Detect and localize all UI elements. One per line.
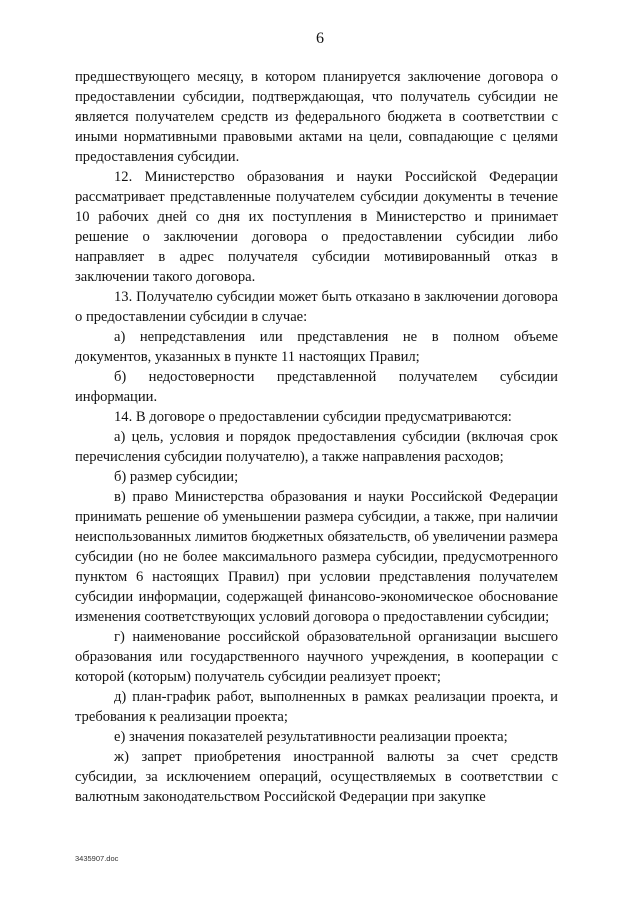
page-number: 6 [316,30,324,47]
paragraph-14-zh: ж) запрет приобретения иностранной валюты за счет средств субсидии, за исключением операций, осуществляемых в соответствии с валютным законодательством Российской Федерации при закупке [75,749,558,805]
paragraph-continuation: предшествующего месяцу, в котором планируется заключение договора о предоставлении субсидии, подтверждающая, что получатель субсидии не является получателем средств из федерального бюджета в соответствии с иными нормативными правовыми актами на цели, совпадающие с целями предоставления субсидии. [75,69,558,165]
paragraph-item-13: 13. Получателю субсидии может быть отказано в заключении договора о предоставлении субсидии в случае: [75,289,558,325]
paragraph-13-a: а) непредставления или представления не в полном объеме документов, указанных в пункте 11 настоящих Правил; [75,329,558,365]
paragraph-14-g: г) наименование российской образовательной организации высшего образования или государственного научного учреждения, в кооперации с которой (которым) получатель субсидии реализует проект; [75,629,558,685]
paragraph-14-b: б) размер субсидии; [114,469,239,485]
paragraph-item-12: 12. Министерство образования и науки Российской Федерации рассматривает представленные получателем субсидии документы в течение 10 рабочих дней со дня их поступления в Министерство и принимает решение о заключении договора о предоставлении субсидии либо направляет в адрес получателя субсидии мотивированный отказ в заключении такого договора. [75,169,558,285]
document-body [75,67,558,807]
paragraph-14-e: е) значения показателей результативности реализации проекта; [114,729,508,745]
paragraph-13-b: б) недостоверности представленной получателем субсидии информации. [75,369,558,405]
paragraph-14-d: д) план-график работ, выполненных в рамках реализации проекта, и требования к реализации проекта; [75,689,558,725]
paragraph-14-a: а) цель, условия и порядок предоставления субсидии (включая срок перечисления субсидии получателю), а также направления расходов; [75,429,558,465]
paragraph-item-14: 14. В договоре о предоставлении субсидии предусматриваются: [114,409,512,425]
paragraph-14-v: в) право Министерства образования и науки Российской Федерации принимать решение об уменьшении размера субсидии, а также, при наличии неиспользованных лимитов бюджетных обязательств, об увеличении размера субсидии (но не более максимального размера субсидии, предусмотренного пунктом 6 настоящих Правил) при условии представления получателем субсидии информации, содержащей финансово-экономическое обоснование изменения соответствующих условий договора о предоставлении субсидии; [75,489,558,625]
file-code-footer: 3435907.doc [75,854,119,863]
